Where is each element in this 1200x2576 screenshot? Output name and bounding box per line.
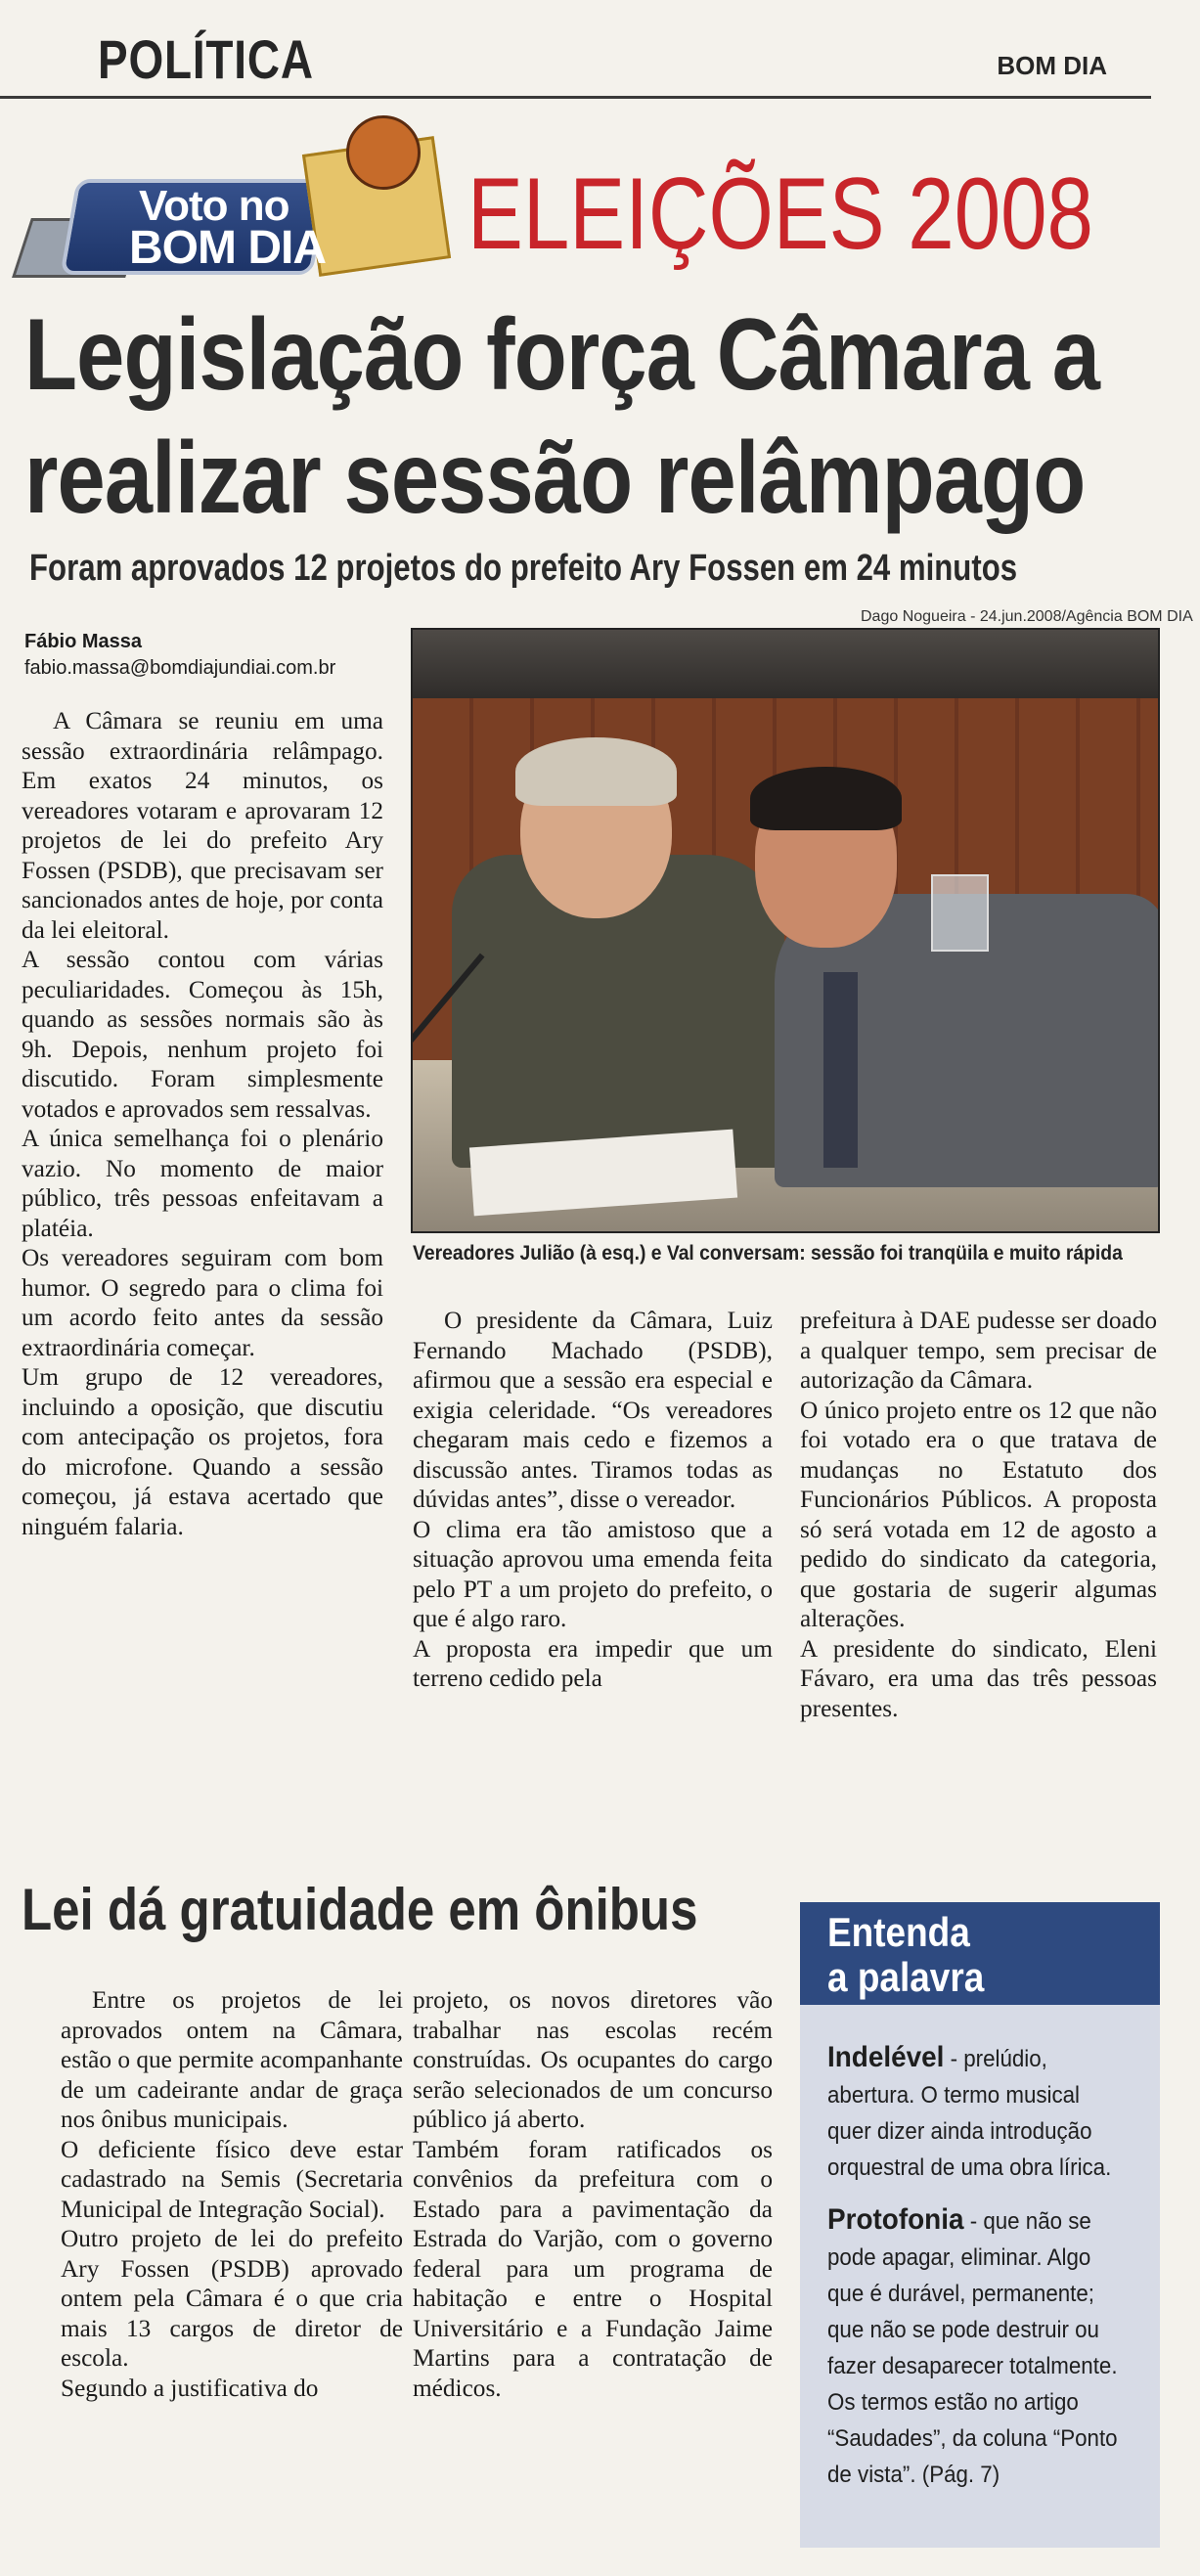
paragraph-continued: projeto, os novos diretores vão trabalhar nas escolas recém construídas. Os ocupantes do cargo serão selecionados de um concurso público já aberto. xyxy=(413,1986,773,2133)
glossary-box-title xyxy=(827,1910,984,2000)
glossary-title-line2: a palavra xyxy=(827,1954,985,2000)
paragraph: O deficiente físico deve estar cadastrado na Semis (Secretaria Municipal de Integração Social). xyxy=(61,2135,403,2223)
paragraph: A proposta era impedir que um terreno cedido pela xyxy=(413,1634,773,1692)
header-divider xyxy=(0,96,1151,99)
paragraph: Segundo a justificativa do xyxy=(61,2374,319,2402)
paragraph: O único projeto entre os 12 que não foi votado era o que tratava de mudanças no Estatuto dos Funcionários Públicos. A proposta só será votada em 12 de agosto a pedido do sindicato da categoria, que gostaria de sugerir algumas alterações. xyxy=(800,1396,1157,1632)
glossary-box-body xyxy=(827,2039,1123,2509)
article-column-2 xyxy=(413,1306,773,1694)
paragraph: Outro projeto de lei do prefeito Ary Fossen (PSDB) aprovado ontem pela Câmara é o que cria mais 13 cargos de diretor de escola. xyxy=(61,2225,403,2372)
glossary-definition: - que não se pode apagar, eliminar. Algo que é durável, permanente; que não se pode destruir ou fazer desaparecer totalmente. Os termos estão no artigo “Saudades”, da coluna “Ponto de vista”. (Pág. 7) xyxy=(827,2208,1118,2488)
article-column-1 xyxy=(22,706,383,1541)
paragraph: A Câmara se reuniu em uma sessão extraordinária relâmpago. Em exatos 24 minutos, os vereadores votaram e aprovaram 12 projetos de lei do prefeito Ary Fossen (PSDB), que precisavam ser sancionados antes de hoje, por conta da lei eleitoral. xyxy=(22,707,383,944)
voto-no-bom-dia-logo xyxy=(22,115,442,282)
elections-title: ELEIÇÕES 2008 xyxy=(467,157,1093,271)
glossary-box xyxy=(800,1902,1160,2548)
article2-column-1 xyxy=(61,1985,403,2403)
reader-head-icon xyxy=(346,115,421,190)
paragraph: Os vereadores seguiram com bom humor. O segredo para o clima foi um acordo feito antes da sessão extraordinária começar. xyxy=(22,1244,383,1361)
paragraph: A sessão contou com várias peculiaridades. Começou às 15h, quando as sessões normais são às 9h. Depois, nenhum projeto foi discutido. Foram simplesmente votados e aprovados sem ressalvas. xyxy=(22,946,383,1123)
glossary-box-header xyxy=(800,1902,1160,2005)
section-label: POLÍTICA xyxy=(98,28,314,90)
photo-credit: Dago Nogueira - 24.jun.2008/Agência BOM DIA xyxy=(861,608,1193,625)
photo-caption: Vereadores Julião (à esq.) e Val conversam: sessão foi tranqüila e muito rápida xyxy=(413,1242,1123,1265)
secondary-headline: Lei dá gratuidade em ônibus xyxy=(22,1877,698,1942)
glossary-term: Indelével xyxy=(827,2041,945,2073)
article-photo xyxy=(411,628,1160,1233)
paragraph: O clima era tão amistoso que a situação aprovou uma emenda feita pelo PT a um projeto do prefeito, o que é algo raro. xyxy=(413,1515,773,1632)
headline: Legislação força Câmara a realizar sessão relâmpago xyxy=(24,298,1100,535)
logo-text-line2: BOM DIA xyxy=(129,222,326,274)
author-email: fabio.massa@bomdiajundiai.com.br xyxy=(24,657,336,679)
glossary-entry xyxy=(827,2039,1123,2186)
paragraph: A única semelhança foi o plenário vazio. No momento de maior público, três pessoas enfeitavam a platéia. xyxy=(22,1125,383,1242)
glossary-title-line1: Entenda xyxy=(827,1909,970,1955)
paragraph: O presidente da Câmara, Luiz Fernando Machado (PSDB), afirmou que a sessão era especial e exigia celeridade. “Os vereadores chegaram mais cedo e fizemos a discussão antes. Tiramos todas as dúvidas antes”, disse o vereador. xyxy=(413,1307,773,1513)
newspaper-name: BOM DIA xyxy=(997,51,1107,80)
paragraph: Um grupo de 12 vereadores, incluindo a oposição, que discutiu com antecipação os projetos, fora do microfone. Quando a sessão começou, já estava acertado que ninguém falaria. xyxy=(22,1363,383,1540)
subheadline: Foram aprovados 12 projetos do prefeito Ary Fossen em 24 minutos xyxy=(29,548,1018,589)
article2-column-2 xyxy=(413,1985,773,2403)
paragraph: Também foram ratificados os convênios da prefeitura com o Estado para a pavimentação da Estrada do Varjão, com o governo federal para um programa de habitação e entre o Hospital Universitário e a Fundação Jaime Martins para a contratação de médicos. xyxy=(413,2135,773,2402)
author-name: Fábio Massa xyxy=(24,631,143,652)
glossary-term: Protofonia xyxy=(827,2203,964,2236)
paragraph: Entre os projetos de lei aprovados ontem na Câmara, estão o que permite acompanhante de um cadeirante andar de graça nos ônibus municipais. xyxy=(61,1986,403,2133)
paragraph-continued: prefeitura à DAE pudesse ser doado a qualquer tempo, sem precisar de autorização da Câmara. xyxy=(800,1307,1157,1394)
article-column-3 xyxy=(800,1306,1157,1723)
paragraph: A presidente do sindicato, Eleni Fávaro, era uma das três pessoas presentes. xyxy=(800,1634,1157,1722)
logo-text-line1: Voto no xyxy=(139,182,289,230)
glossary-entry xyxy=(827,2201,1123,2493)
glossary-definition: - prelúdio, abertura. O termo musical quer dizer ainda introdução orquestral de uma obra lírica. xyxy=(827,2046,1112,2181)
